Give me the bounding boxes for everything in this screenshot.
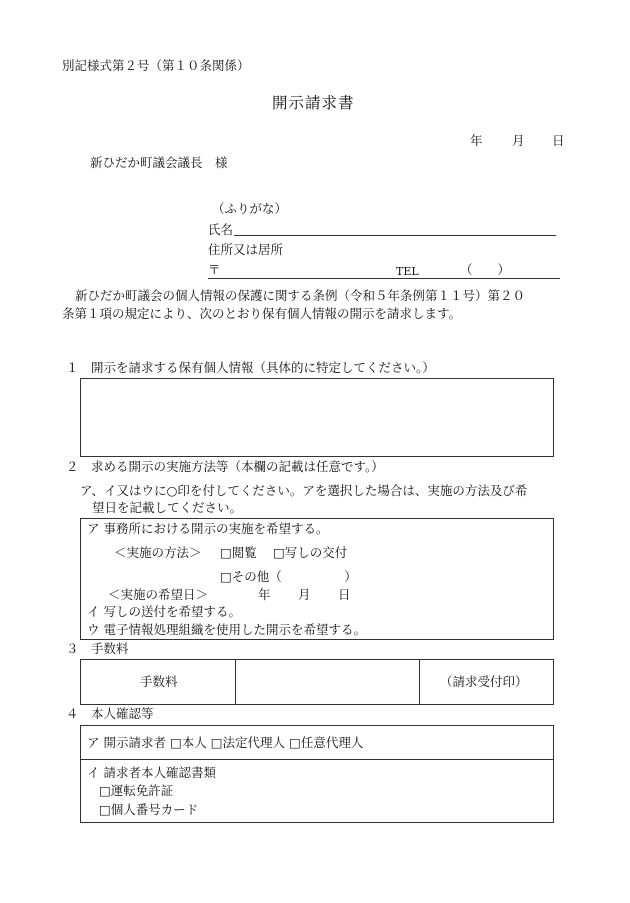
- page-title: 開示請求書: [272, 94, 355, 112]
- method-view-checkbox[interactable]: □閲覧: [220, 545, 257, 560]
- section4-heading: ４ 本人確認等: [66, 706, 154, 721]
- section3-heading: ３ 手数料: [66, 641, 129, 656]
- identity-docs-heading: イ 請求者本人確認書類: [87, 765, 216, 780]
- doc-mynumber-checkbox[interactable]: □個人番号カード: [99, 802, 199, 817]
- address-field-line[interactable]: [208, 278, 560, 279]
- requested-info-field[interactable]: [80, 378, 554, 457]
- tel-label: TEL: [396, 265, 419, 278]
- name-field-line[interactable]: [234, 235, 556, 236]
- method-copy-checkbox[interactable]: □写しの交付: [273, 545, 348, 560]
- addressee: 新ひだか町議会議長 様: [90, 155, 228, 170]
- desired-day-label: 日: [338, 587, 351, 602]
- fee-label: 手数料: [140, 674, 178, 689]
- postal-mark: 〒: [208, 262, 221, 277]
- fee-table-divider-2: [419, 659, 420, 705]
- desired-date-label: ＜実施の希望日＞: [108, 587, 209, 602]
- fee-amount-field[interactable]: [236, 660, 418, 704]
- date-year-label: 年: [470, 133, 483, 148]
- date-month-label: 月: [512, 133, 525, 148]
- section2-heading: ２ 求める開示の実施方法等（本欄の記載は任意です。）: [66, 459, 384, 474]
- furigana-label: （ふりがな）: [212, 201, 288, 216]
- tel-parens: （ ）: [460, 262, 511, 277]
- desired-month-label: 月: [298, 587, 311, 602]
- option-a[interactable]: ア 事務所における開示の実施を希望する。: [87, 521, 329, 536]
- form-number: 別記様式第２号（第１０条関係）: [62, 58, 250, 73]
- section2-note-line-2: 望日を記載してください。: [92, 500, 243, 515]
- doc-license-checkbox[interactable]: □運転免許証: [99, 783, 174, 798]
- name-label: 氏名: [208, 222, 234, 237]
- identity-box-divider: [80, 759, 554, 760]
- section2-note-line-1: ア、イ又はウに○印を付してください。アを選択した場合は、実施の方法及び希: [80, 483, 528, 498]
- section1-heading: １ 開示を請求する保有個人情報（具体的に特定してください。）: [66, 360, 435, 375]
- intro-line-2: 条第１項の規定により、次のとおり保有個人情報の開示を請求します。: [62, 306, 462, 321]
- option-u[interactable]: ウ 電子情報処理組織を使用した開示を希望する。: [87, 622, 366, 637]
- method-other-checkbox[interactable]: □その他（ ）: [220, 569, 357, 584]
- date-day-label: 日: [552, 133, 565, 148]
- address-label: 住所又は居所: [208, 242, 284, 257]
- option-i[interactable]: イ 写しの送付を希望する。: [87, 604, 241, 619]
- method-label: ＜実施の方法＞: [114, 545, 202, 560]
- desired-year-label: 年: [258, 587, 271, 602]
- stamp-label: （請求受付印）: [440, 674, 528, 689]
- intro-line-1: 新ひだか町議会の個人情報の保護に関する条例（令和５年条例第１１号）第２０: [75, 288, 526, 303]
- requester-type-line[interactable]: ア 開示請求者 □本人 □法定代理人 □任意代理人: [87, 735, 364, 750]
